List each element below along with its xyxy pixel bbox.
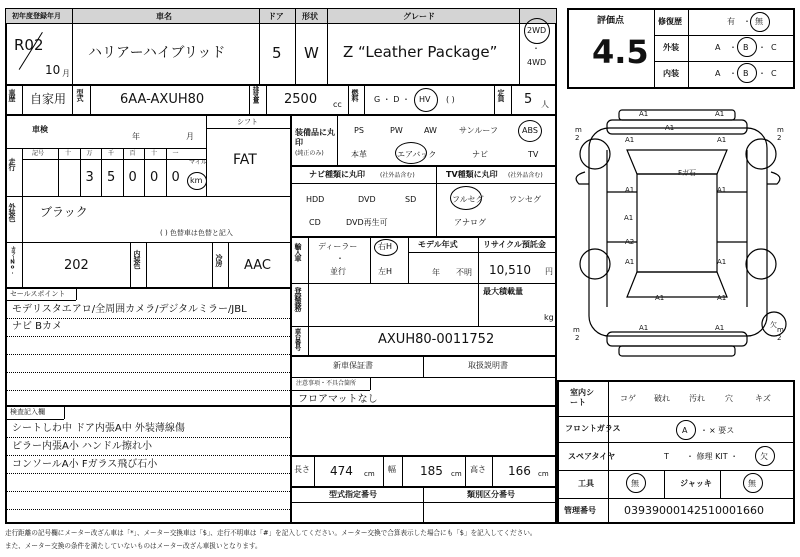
inspector-label: 検査記入欄 <box>10 408 45 416</box>
warranty-label: 新車保証書 <box>333 361 373 370</box>
equip-aw: AW <box>424 126 437 135</box>
drive-2wd: 2WD <box>527 26 547 35</box>
spare-t: T <box>664 452 669 461</box>
front-glass-label: フロントガラス <box>565 424 621 433</box>
recycle-label: リサイクル預託金 <box>483 240 546 249</box>
notes-label: 注意事項・不具合箇所 <box>296 380 357 387</box>
damage-mark-9: A1 <box>717 258 727 266</box>
exterior-grade-label: 外装 <box>663 43 679 52</box>
chassis-value: AXUH80-0011752 <box>378 332 495 347</box>
score-value: 4.5 <box>592 33 649 71</box>
mgmt-label: 管理番号 <box>564 506 596 515</box>
mileage-label: 走行 <box>8 158 16 170</box>
reg-month-unit: 月 <box>62 69 70 78</box>
mileage-column-divider <box>101 149 102 196</box>
exterior-grade-c: C <box>771 43 777 52</box>
width-label: 幅 <box>388 465 396 474</box>
repair-label: 修復歴 <box>658 17 682 26</box>
displacement-unit: cc <box>333 100 342 109</box>
equip-pw: PW <box>390 126 403 135</box>
door-label: ドア <box>268 12 284 21</box>
equipment-label: 装備品に丸印 <box>295 128 335 148</box>
fuel-options: G ・ D ・ <box>374 95 410 104</box>
manual-label: 取扱説明書 <box>468 361 508 370</box>
first-reg-label: 初年度登録年月 <box>12 12 61 20</box>
spare-kit: ・ 修理 KIT ・ <box>686 452 739 461</box>
interior-grade-a: A <box>715 69 721 78</box>
shape-label: 形状 <box>302 12 318 21</box>
repair-sep: ・ <box>743 17 751 26</box>
jack-label: ジャッキ <box>680 479 712 488</box>
damage-mark-12: A1 <box>717 294 727 302</box>
navi-label: ナビ種類に丸印 <box>309 170 365 179</box>
mileage-column-divider <box>166 149 167 196</box>
svg-text:2: 2 <box>575 134 580 142</box>
mileage-digit-5: 0 <box>171 170 180 185</box>
door-count: 5 <box>272 44 282 62</box>
displacement-value: 2500 <box>284 92 318 107</box>
score-label: 評価点 <box>597 16 625 26</box>
tv-oneseg: ワンセグ <box>509 195 541 204</box>
recycle-unit: 円 <box>545 267 553 276</box>
damage-mark-0: A1 <box>639 110 649 118</box>
tools-label: 工具 <box>578 479 594 488</box>
navi-dvd: DVD <box>358 195 376 204</box>
grade-value: Z “Leather Package” <box>343 43 498 61</box>
equip-navi: ナビ <box>472 150 488 159</box>
length-label: 長さ <box>294 465 310 474</box>
svg-text:2: 2 <box>777 134 782 142</box>
import-parallel: 並行 <box>330 267 346 276</box>
grade-label: グレード <box>403 12 435 21</box>
model-year-value: 不明 <box>456 268 472 277</box>
front-glass-req: × 要ス <box>709 426 735 435</box>
navi-hdd: HDD <box>306 195 325 204</box>
mileage-digit-1: 3 <box>85 170 94 185</box>
mileage-unit-0: 十 <box>65 150 72 157</box>
fuel-other: ( ) <box>446 95 455 104</box>
equipment-sub: (純正のみ) <box>295 150 324 157</box>
interior-grade-b: B <box>743 69 749 78</box>
import-label: 輸入車 <box>294 243 302 261</box>
height-unit: cm <box>538 470 549 478</box>
tv-analog: アナログ <box>454 218 486 227</box>
drive-sep: ・ <box>532 44 540 53</box>
inspector-line-3: コンソールA小 Fガラス飛び石小 <box>12 459 158 470</box>
svg-text:m: m <box>777 326 784 334</box>
svg-text:2: 2 <box>777 334 782 342</box>
seat-option-3: 穴 <box>725 394 733 403</box>
mileage-column-divider <box>144 149 145 196</box>
damage-mark-4: A1 <box>665 124 675 132</box>
capacity-label: 定員 <box>497 89 505 101</box>
model-year-label: モデル年式 <box>418 240 458 249</box>
damage-mark-11: A1 <box>655 294 665 302</box>
mileage-unit-4: 十 <box>151 150 158 157</box>
reg-duty-label: 登録義務 <box>294 287 302 311</box>
damage-mark-1: A1 <box>715 110 725 118</box>
mileage-sign-label: 記号 <box>32 150 45 157</box>
mileage-unit-5: 一 <box>172 150 179 157</box>
tv-label: TV種類に丸印 <box>446 170 498 179</box>
color-value: ブラック <box>40 205 88 219</box>
navi-sub: (社外品含む) <box>380 172 415 179</box>
interior-grade-c: C <box>771 69 777 78</box>
mileage-column-divider <box>123 149 124 196</box>
equip-ps: PS <box>354 126 364 135</box>
navi-sd: SD <box>405 195 417 204</box>
tv-sub: (社外品含む) <box>508 172 543 179</box>
repair-yes: 有 <box>727 17 735 26</box>
height-value: 166 <box>508 464 531 478</box>
mileage-unit-2: 千 <box>108 150 115 157</box>
mileage-unit: km <box>190 176 203 185</box>
navi-dvd-play: DVD再生可 <box>346 218 388 227</box>
damage-mark-5: A1 <box>625 186 635 194</box>
damage-mark-3: A1 <box>717 136 727 144</box>
seat-option-0: コゲ <box>620 394 636 403</box>
front-glass-a: A <box>682 426 688 435</box>
sales-points-label: セールスポイント <box>10 290 66 298</box>
mgmt-value: 03939000142510001660 <box>624 504 764 517</box>
inspector-line-2: ピラー内張A小 ハンドル擦れ小 <box>12 441 153 452</box>
exterior-grade-a: A <box>715 43 721 52</box>
body-shape: W <box>304 44 319 62</box>
mileage-digit-3: 0 <box>128 170 137 185</box>
interior-color-label: 内装色 <box>133 250 141 268</box>
color-change-note: ( ) 色替車は色替と記入 <box>160 229 233 237</box>
damage-mark-10: A2 <box>625 238 635 246</box>
footer-line-2: また、メーター交換の条件を満たしていないものはメーター改ざん車扱いとなります。 <box>5 542 262 550</box>
equip-leather: 本革 <box>351 150 367 159</box>
shift-label: シフト <box>237 118 258 126</box>
mileage-unit-label: マイル <box>189 159 207 166</box>
tools-value: 無 <box>631 479 639 488</box>
svg-text:m: m <box>573 326 580 334</box>
seat-option-2: 汚れ <box>689 394 705 403</box>
mileage-unit-1: 万 <box>86 150 93 157</box>
reg-month: 10 <box>45 63 61 77</box>
length-value: 474 <box>330 464 353 478</box>
chassis-label: 車台番号 <box>293 328 302 350</box>
car-name-label: 車名 <box>156 12 172 21</box>
inspection-month-unit: 月 <box>186 132 194 141</box>
damage-mark-13: A1 <box>639 324 649 332</box>
navi-cd: CD <box>309 218 321 227</box>
ac-label: 冷房 <box>215 254 223 266</box>
damage-mark-14: A1 <box>715 324 725 332</box>
repair-none: 無 <box>755 17 763 26</box>
inspection-label: 車検 <box>32 125 48 134</box>
ac-value: AAC <box>244 258 271 273</box>
notes-text: フロアマットなし <box>298 394 378 405</box>
interior-sep-2: ・ <box>758 69 766 78</box>
svg-text:m: m <box>777 126 784 134</box>
width-unit: cm <box>451 470 462 478</box>
seat-option-1: 破れ <box>654 394 670 403</box>
car-name: ハリアーハイブリッド <box>88 45 226 61</box>
width-value: 185 <box>420 464 443 478</box>
sales-point-line-2: ナビ Bカメ <box>12 321 63 332</box>
category-value: 自家用 <box>30 92 67 106</box>
exterior-grade-b: B <box>743 43 749 52</box>
capacity-value: 5 <box>524 92 533 107</box>
import-right-h: 右H <box>378 242 393 251</box>
seat-label: 室内シート <box>570 388 594 408</box>
type-designation-label: 型式指定番号 <box>329 490 377 499</box>
category-label: 車歴 <box>8 89 16 101</box>
fuel-hv: HV <box>419 95 431 104</box>
class-number-label: 類別区分番号 <box>467 490 515 499</box>
front-glass-sep: ・ <box>700 426 708 435</box>
drive-4wd: 4WD <box>527 58 547 67</box>
capacity-unit: 人 <box>541 100 549 109</box>
tv-fullseg: フルセグ <box>452 195 484 204</box>
model-label: 型式 <box>76 89 84 101</box>
displacement-label: 排気量 <box>251 86 260 103</box>
color-no-value: 202 <box>64 258 89 273</box>
svg-text:m: m <box>575 126 582 134</box>
damage-mark-6: A1 <box>717 186 727 194</box>
model-year-unit: 年 <box>432 268 440 277</box>
windshield-mark: Fガ石 <box>678 169 697 177</box>
equip-airbag: エアバック <box>397 150 437 159</box>
import-dealer: ディーラー <box>318 242 358 251</box>
exterior-sep-1: ・ <box>729 43 737 52</box>
damage-mark-7: A1 <box>624 214 634 222</box>
mileage-digit-4: 0 <box>150 170 159 185</box>
seat-option-4: キズ <box>755 394 771 403</box>
inspection-year-unit: 年 <box>132 132 140 141</box>
spare-missing: 欠 <box>760 452 768 461</box>
equip-sunroof: サンルーフ <box>459 126 498 135</box>
footer-line-1: 走行距離の記号欄にメーター改ざん車は「*」、メーター交換車は「$」、走行不明車は「#」を記入してください。メーター交換で合算表示した場合にも「$」を記入してください。 <box>5 529 537 537</box>
jack-value: 無 <box>748 479 756 488</box>
interior-grade-label: 内装 <box>663 69 679 78</box>
inspector-line-1: シートしわ中 ドア内張A中 外装薄線傷 <box>12 423 185 434</box>
damage-mark-8: A1 <box>625 258 635 266</box>
mileage-unit-3: 百 <box>129 150 136 157</box>
import-dot: ・ <box>336 254 344 263</box>
reg-year: R02 <box>14 36 44 54</box>
damage-mark-2: A1 <box>625 136 635 144</box>
exterior-sep-2: ・ <box>758 43 766 52</box>
spare-tire-label: スペアタイヤ <box>568 452 616 461</box>
height-label: 高さ <box>470 465 486 474</box>
sales-point-line-1: モデリスタエアロ/全周囲カメラ/デジタルミラー/JBL <box>12 304 247 315</box>
mileage-column-divider <box>58 149 59 196</box>
svg-text:2: 2 <box>575 334 580 342</box>
car-damage-diagram <box>567 92 795 382</box>
color-no-label: カラーNo. <box>9 246 16 275</box>
color-label: 外装色 <box>8 203 16 221</box>
max-load-label: 最大積載量 <box>483 287 523 296</box>
import-left-h: 左H <box>378 267 393 276</box>
length-unit: cm <box>364 470 375 478</box>
shift-value: FAT <box>233 152 257 168</box>
model-value: 6AA-AXUH80 <box>120 92 205 107</box>
fuel-label: 燃料 <box>351 89 359 101</box>
equip-abs: ABS <box>522 126 538 135</box>
equip-tv: TV <box>528 150 539 159</box>
recycle-value: 10,510 <box>489 263 531 277</box>
mileage-column-divider <box>80 149 81 196</box>
spare-missing-mark: 欠 <box>770 321 777 329</box>
interior-sep-1: ・ <box>729 69 737 78</box>
max-load-unit: kg <box>544 313 554 322</box>
mileage-digit-2: 5 <box>107 170 116 185</box>
